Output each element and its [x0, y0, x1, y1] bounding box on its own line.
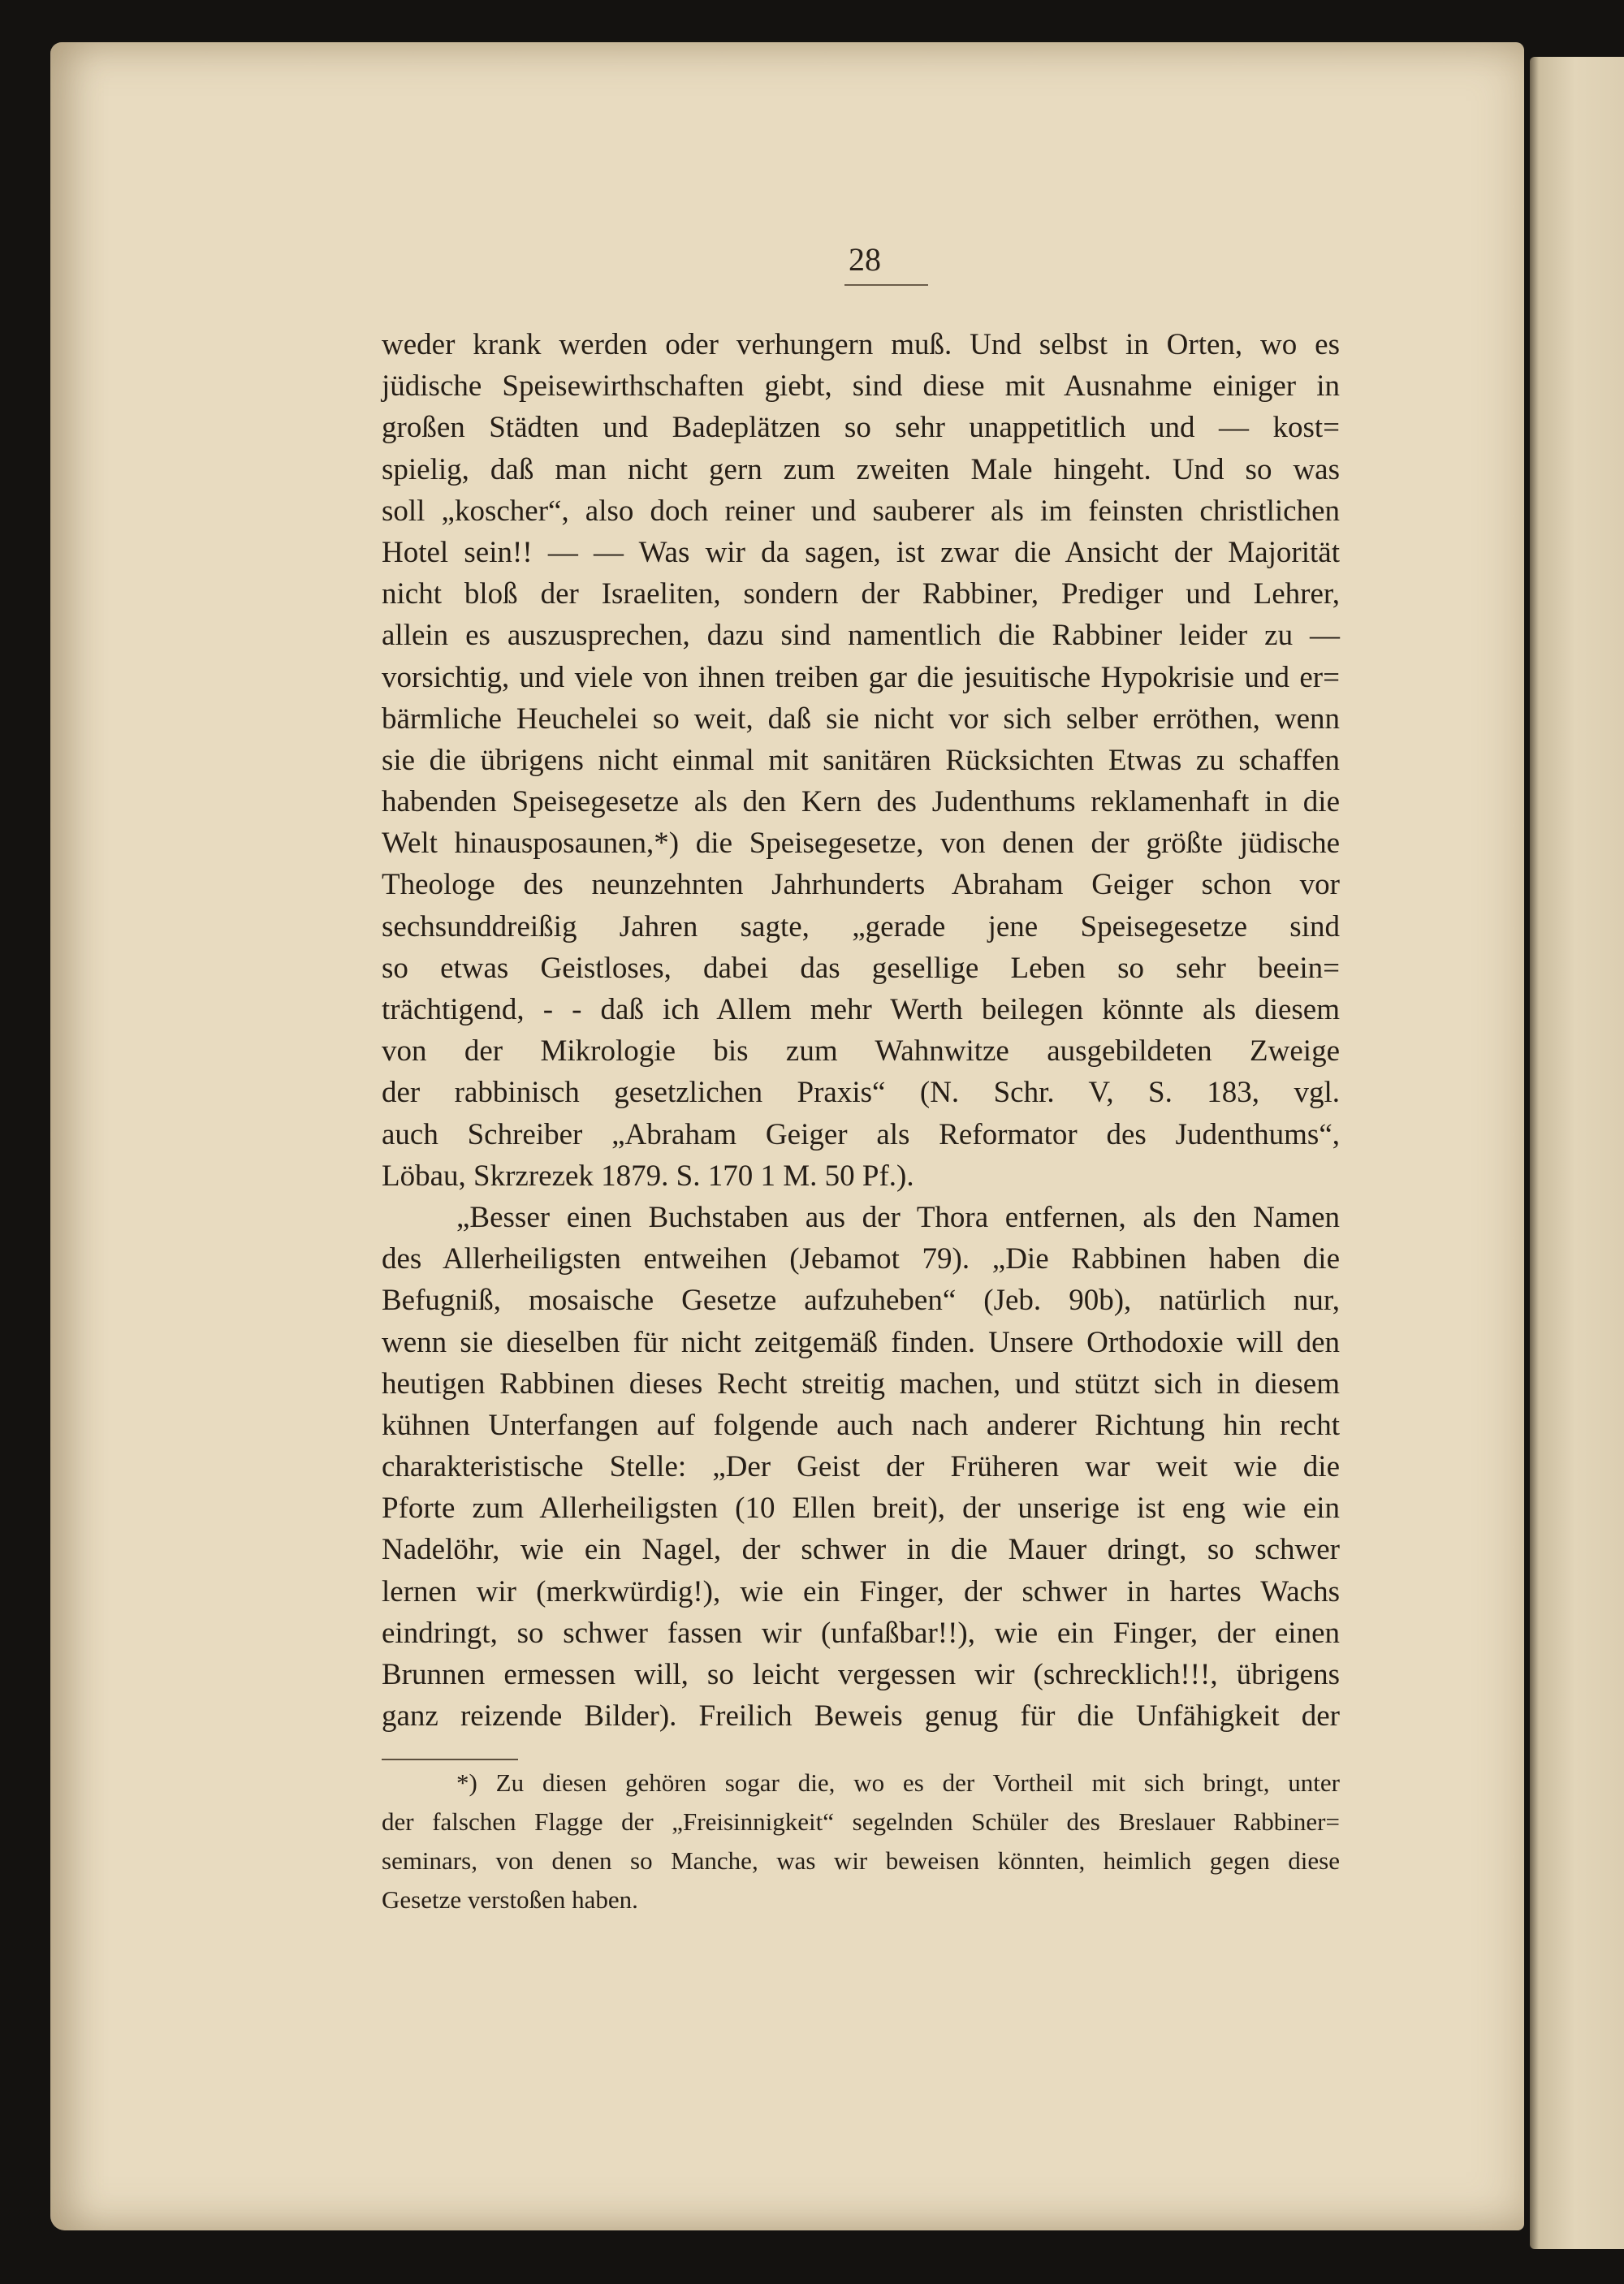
footnote-rule — [382, 1759, 518, 1760]
footnote — [382, 1764, 1340, 1919]
text-line: ganz reizende Bilder). Freilich Beweis genug für die Unfähigkeit der — [382, 1699, 1340, 1734]
text-line: vorsichtig, und viele von ihnen treiben gar die jesuitische Hypokrisie und er= — [382, 660, 1340, 694]
text-line: Welt hinausposaunen,*) die Speisegesetze, von denen der größte jüdische — [382, 827, 1340, 861]
text-line: Brunnen ermessen will, so leicht vergessen wir (schrecklich!!!, übrigens — [382, 1658, 1340, 1691]
text-line: Befugniß, mosaische Gesetze aufzuheben“ (Jeb. 90b), natürlich nur, — [382, 1284, 1340, 1318]
body-text — [382, 324, 1340, 1737]
text-line: kühnen Unterfangen auf folgende auch nach anderer Richtung hin recht — [382, 1408, 1340, 1442]
text-line: Nadelöhr, wie ein Nagel, der schwer in die Mauer dringt, so schwer — [382, 1533, 1340, 1567]
text-line: charakteristische Stelle: „Der Geist der Früheren war weit wie die — [382, 1450, 1340, 1484]
text-line: großen Städten und Badeplätzen so sehr unappetitlich und — kost= — [382, 411, 1340, 445]
text-line: Löbau, Skrzrezek 1879. S. 170 1 M. 50 Pf.). — [382, 1159, 914, 1193]
text-line: von der Mikrologie bis zum Wahnwitze ausgebildeten Zweige — [382, 1034, 1340, 1069]
text-line: Theologe des neunzehnten Jahrhunderts Abraham Geiger schon vor — [382, 868, 1340, 902]
paragraph — [382, 324, 1340, 1197]
text-line: wenn sie dieselben für nicht zeitgemäß finden. Unsere Orthodoxie will den — [382, 1325, 1340, 1359]
footnote-line: *) Zu diesen gehören sogar die, wo es der Vortheil mit sich bringt, unter — [456, 1768, 1340, 1797]
text-line: der rabbinisch gesetzlichen Praxis“ (N. Schr. V, S. 183, vgl. — [382, 1076, 1340, 1110]
footnote-line: der falschen Flagge der „Freisinnigkeit“ segelnden Schüler des Breslauer Rabbiner= — [382, 1807, 1340, 1836]
text-line: des Allerheiligsten entweihen (Jebamot 79). „Die Rabbinen haben die — [382, 1242, 1340, 1276]
paragraph — [382, 1197, 1340, 1737]
text-line: eindringt, so schwer fassen wir (unfaßbar!!), wie ein Finger, der einen — [382, 1616, 1340, 1650]
text-line: „Besser einen Buchstaben aus der Thora entfernen, als den Namen — [456, 1200, 1340, 1234]
text-line: trächtigend, - - daß ich Allem mehr Werth beilegen könnte als diesem — [382, 993, 1340, 1026]
text-line: allein es auszusprechen, dazu sind namentlich die Rabbiner leider zu — — [382, 619, 1340, 653]
facing-page-edge — [1530, 57, 1624, 2249]
text-line: soll „koscher“, also doch reiner und sauberer als im feinsten christlichen — [382, 494, 1340, 528]
text-line: weder krank werden oder verhungern muß. Und selbst in Orten, wo es — [382, 328, 1340, 361]
text-line: so etwas Geistloses, dabei das gesellige Leben so sehr beein= — [382, 951, 1340, 985]
page-number-rule — [844, 284, 928, 286]
page-number: 28 — [849, 241, 881, 278]
text-line: habenden Speisegesetze als den Kern des Judenthums reklamenhaft in die — [382, 785, 1340, 819]
text-line: nicht bloß der Israeliten, sondern der Rabbiner, Prediger und Lehrer, — [382, 577, 1340, 611]
text-line: jüdische Speisewirthschaften giebt, sind diese mit Ausnahme einiger in — [382, 369, 1340, 404]
text-line: lernen wir (merkwürdig!), wie ein Finger, der schwer in hartes Wachs — [382, 1574, 1340, 1608]
text-line: Pforte zum Allerheiligsten (10 Ellen breit), der unserige ist eng wie ein — [382, 1492, 1340, 1526]
text-line: auch Schreiber „Abraham Geiger als Reformator des Judenthums“, — [382, 1117, 1340, 1151]
text-line: bärmliche Heuchelei so weit, daß sie nicht vor sich selber erröthen, wenn — [382, 702, 1340, 736]
text-line: sie die übrigens nicht einmal mit sanitären Rücksichten Etwas zu schaffen — [382, 743, 1340, 777]
footnote-line: Gesetze verstoßen haben. — [382, 1885, 638, 1914]
text-line: spielig, daß man nicht gern zum zweiten Male hingeht. Und so was — [382, 452, 1340, 486]
text-line: sechsunddreißig Jahren sagte, „gerade jene Speisegesetze sind — [382, 909, 1340, 943]
text-line: Hotel sein!! — — Was wir da sagen, ist zwar die Ansicht der Majorität — [382, 535, 1340, 569]
text-line: heutigen Rabbinen dieses Recht streitig machen, und stützt sich in diesem — [382, 1367, 1340, 1401]
footnote-line: seminars, von denen so Manche, was wir beweisen könnten, heimlich gegen diese — [382, 1846, 1340, 1875]
